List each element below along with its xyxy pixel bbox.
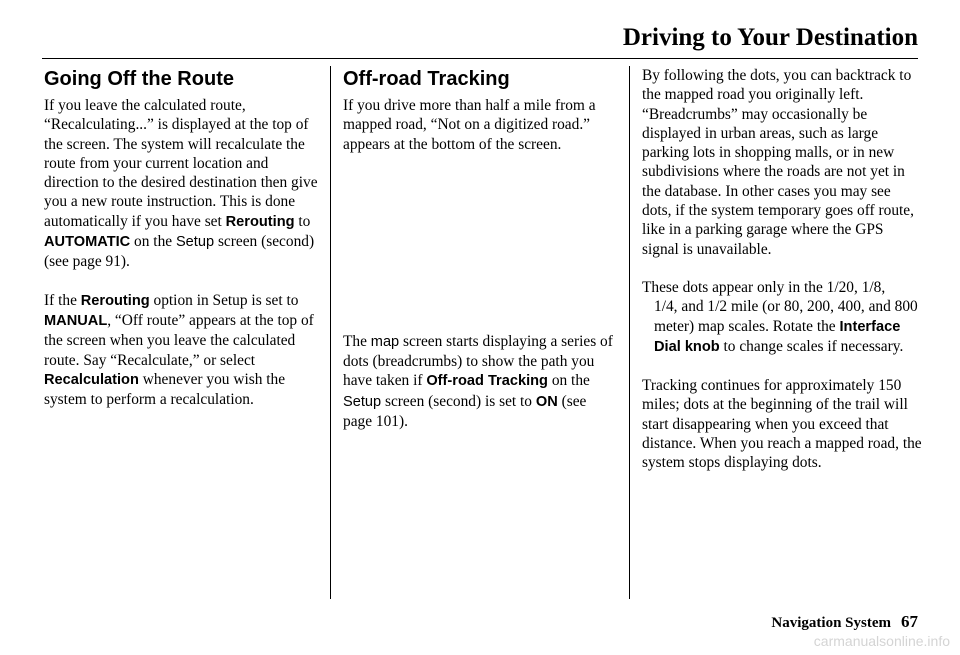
term-interface-dial-knob: Interface Dial knob bbox=[654, 318, 901, 355]
term-on: ON bbox=[535, 393, 558, 410]
page-footer bbox=[771, 612, 918, 632]
header-divider bbox=[42, 58, 918, 59]
term-map: map bbox=[370, 333, 400, 350]
text-run: whenever you wish the system to perform a recalculation. bbox=[44, 370, 286, 409]
term-recalculation: Recalculation bbox=[44, 371, 139, 388]
footer-label: Navigation System bbox=[771, 615, 891, 631]
term-off-road-tracking: Off-road Tracking bbox=[426, 373, 548, 390]
term-manual: MANUAL bbox=[44, 312, 108, 329]
text-run: to change scales if necessary. bbox=[719, 337, 904, 355]
text-run: screen starts displaying a series of dots (breadcrumbs) to show the path you have taken if bbox=[343, 332, 613, 390]
column-going-off-route bbox=[44, 66, 320, 409]
term-setup: Setup bbox=[343, 393, 382, 410]
text-run: The bbox=[343, 332, 371, 350]
text-run: screen (second) is set to bbox=[381, 392, 536, 410]
indented-continuation bbox=[642, 297, 922, 357]
text-run: These dots appear only in the 1/20, 1/8, bbox=[642, 278, 886, 296]
text-run: screen (second) (see page 91). bbox=[44, 233, 315, 271]
text-run: to bbox=[294, 212, 311, 230]
paragraph-tracking-distance: Tracking continues for approximately 150 miles; dots at the beginning of the trail will start disappearing when you exceed that distance. When you reach a mapped road, the system stops displaying dots. bbox=[642, 377, 922, 472]
paragraph-map-scales bbox=[642, 278, 922, 357]
watermark: carmanualsonline.info bbox=[813, 633, 950, 649]
term-rerouting: Rerouting bbox=[80, 292, 150, 309]
paragraph-off-route-manual bbox=[44, 291, 320, 410]
page-number: 67 bbox=[901, 612, 918, 631]
section-heading-going-off-route: Going Off the Route bbox=[44, 68, 234, 90]
section-heading-off-road-tracking: Off-road Tracking bbox=[343, 68, 510, 90]
text-run: , “Off route” appears at the top of the screen when you leave the calculated route. Say “Recalculate,” or select bbox=[44, 311, 314, 369]
text-run: (see page 101). bbox=[343, 392, 587, 431]
term-setup: Setup bbox=[175, 234, 215, 251]
column-divider bbox=[629, 66, 630, 599]
column-tracking-details bbox=[642, 66, 922, 473]
column-divider bbox=[330, 66, 331, 599]
paragraph-off-route-auto bbox=[44, 96, 320, 272]
paragraph-not-digitized: If you drive more than half a mile from a mapped road, “Not on a digitized road.” appears at the bottom of the screen. bbox=[343, 97, 596, 153]
text-run: If the bbox=[44, 291, 81, 309]
paragraph-breadcrumbs bbox=[343, 332, 617, 431]
term-rerouting: Rerouting bbox=[225, 213, 295, 230]
text-run: If you leave the calculated route, “Recalculating...” is displayed at the top of the screen. The system will recalculate the route from your current location and direction to the desired destination then give you a new route instruction. This is done automatically if you have set bbox=[44, 97, 318, 230]
text-run: on the bbox=[547, 372, 590, 390]
column-off-road-tracking bbox=[343, 66, 617, 431]
text-run: option in Setup is set to bbox=[149, 291, 299, 309]
page-title: Driving to Your Destination bbox=[622, 24, 918, 51]
term-automatic: AUTOMATIC bbox=[44, 234, 131, 251]
text-run: 1/4, and 1/2 mile (or 80, 200, 400, and 800 meter) map scales. Rotate the bbox=[654, 298, 918, 335]
text-run: on the bbox=[130, 233, 176, 251]
paragraph-backtrack: By following the dots, you can backtrack to the mapped road you originally left. “Breadcrumbs” may occasionally be displayed in urban areas, such as large parking lots in shopping malls, or in new subdivisions where the roads are not yet in the database. In other cases you may see dots, if the system temporary goes off route, like in a parking garage where the GPS signal is unavailable. bbox=[642, 67, 914, 258]
